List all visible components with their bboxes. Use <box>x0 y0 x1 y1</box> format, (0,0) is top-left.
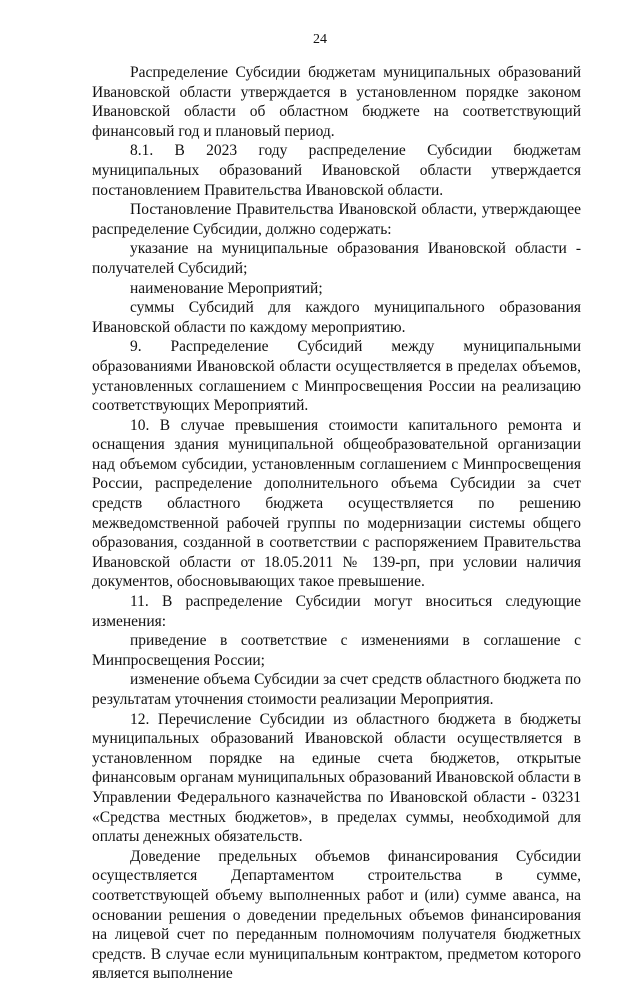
paragraph: указание на муниципальные образования Ивановской области - получателей Субсидий; <box>92 240 581 277</box>
paragraph: 8.1. В 2023 году распределение Субсидии бюджетам муниципальных образований Ивановской области утверждается постановлением Правительства Ивановской области. <box>92 142 581 199</box>
paragraph: изменение объема Субсидии за счет средств областного бюджета по результатам уточнения стоимости реализации Мероприятия. <box>92 671 581 708</box>
paragraph: Постановление Правительства Ивановской области, утверждающее распределение Субсидии, должно содержать: <box>92 201 581 238</box>
paragraph: Распределение Субсидии бюджетам муниципальных образований Ивановской области утверждается в установленном порядке законом Ивановской области об областном бюджете на соответствующий финансовый год и плановый период. <box>92 64 581 140</box>
paragraph: 11. В распределение Субсидии могут вноситься следующие изменения: <box>92 593 581 630</box>
paragraph: 12. Перечисление Субсидии из областного бюджета в бюджеты муниципальных образований Ивановской области осуществляется в установленном порядке на единые счета бюджетов, открытые финансовым органам муниципальных образований Ивановской области в Управлении Федерального казначейства по Ивановской области - 03231 «Средства местных бюджетов», в пределах суммы, необходимой для оплаты денежных обязательств. <box>92 710 581 846</box>
document-body <box>92 63 581 984</box>
paragraph: суммы Субсидий для каждого муниципального образования Ивановской области по каждому мероприятию. <box>92 299 581 336</box>
paragraph: 10. В случае превышения стоимости капитального ремонта и оснащения здания муниципальной общеобразовательной организации над объемом субсидии, установленным соглашением с Минпросвещения России, распределение дополнительного объема Субсидии за счет средств областного бюджета осуществляется по решению межведомственной рабочей группы по модернизации системы общего образования, созданной в соответствии с распоряжением Правительства Ивановской области от 18.05.2011 № 139-рп, при условии наличия документов, обосновывающих такое превышение. <box>92 416 581 591</box>
paragraph: 9. Распределение Субсидий между муниципальными образованиями Ивановской области осуществляется в пределах объемов, установленных соглашением с Минпросвещения России на реализацию соответствующих Мероприятий. <box>92 338 581 415</box>
paragraph: приведение в соответствие с изменениями в соглашение с Минпросвещения России; <box>92 632 581 669</box>
paragraph: наименование Мероприятий; <box>130 279 323 297</box>
paragraph: Доведение предельных объемов финансирования Субсидии осуществляется Департаментом строительства в сумме, соответствующей объему выполненных работ и (или) сумме аванса, на основании решения о доведении предельных объемов финансирования на лицевой счет по переданным полномочиям получателя бюджетных средств. В случае если муниципальным контрактом, предметом которого является выполнение <box>92 847 581 983</box>
page-number: 24 <box>313 32 327 47</box>
